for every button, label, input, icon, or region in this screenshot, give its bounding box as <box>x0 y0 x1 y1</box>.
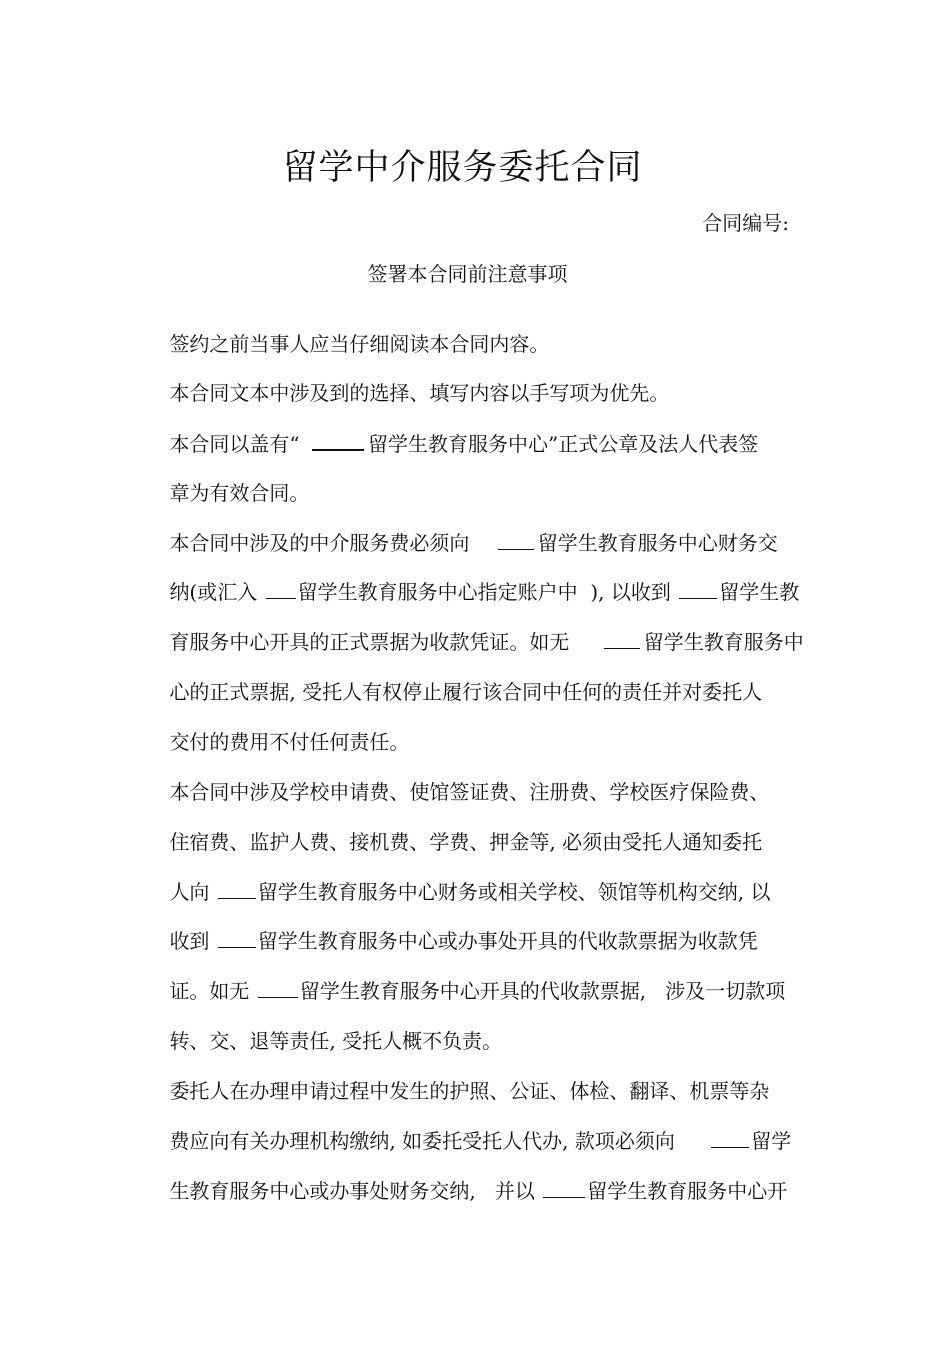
line-text: 留学生教育服务中心开具的代收款票据, 涉及一切款项 <box>299 979 786 1003</box>
body-line <box>144 706 410 754</box>
line-text: 留学 <box>751 1129 792 1153</box>
body-line <box>144 656 763 704</box>
body-line <box>144 606 804 654</box>
line-text: 转、交、退等责任, 受托人概不负责。 <box>169 1029 503 1053</box>
line-text: 证。如无 <box>169 979 256 1003</box>
body-line <box>144 357 670 405</box>
contract-number-label: 合同编号: <box>702 211 789 235</box>
fill-in-blank <box>266 580 296 599</box>
line-text: 心的正式票据, 受托人有权停止履行该合同中任何的责任并对委托人 <box>169 680 763 704</box>
body-line <box>144 856 771 904</box>
line-text: 留学生教育服务中心”正式公章及法人代表签 <box>368 432 759 456</box>
fill-in-blank <box>604 630 640 649</box>
line-text: 住宿费、监护人费、接机费、学费、押金等, 必须由受托人通知委托 <box>169 830 763 854</box>
line-text: 章为有效合同。 <box>169 481 310 505</box>
fill-in-blank <box>498 531 534 550</box>
line-text: 留学生教 <box>719 580 800 604</box>
document-title: 留学中介服务委托合同 <box>282 148 643 188</box>
line-text: 留学生教育服务中心财务交 <box>537 531 778 555</box>
body-line <box>144 1155 788 1203</box>
body-line <box>144 407 759 456</box>
line-text: 本合同中涉及的中介服务费必须向 <box>169 531 476 555</box>
body-line <box>144 955 786 1003</box>
fill-in-blank <box>711 1129 749 1148</box>
fill-in-blank <box>218 929 256 948</box>
line-text: 留学生教育服务中心或办事处开具的代收款票据为收款凭 <box>257 929 758 953</box>
body-line <box>144 756 770 804</box>
body-line <box>144 806 763 854</box>
body-line <box>144 1105 792 1153</box>
line-text: 本合同文本中涉及到的选择、填写内容以手写项为优先。 <box>169 381 670 405</box>
line-text: 本合同中涉及学校申请费、使馆签证费、注册费、学校医疗保险费、 <box>169 780 770 804</box>
body-line <box>144 1055 770 1103</box>
line-text: 交付的费用不付任何责任。 <box>169 730 410 754</box>
body-line <box>144 507 778 555</box>
line-text: 留学生教育服务中心指定账户中 ), 以收到 <box>297 580 678 604</box>
body-line <box>144 556 800 604</box>
fill-in-blank <box>218 880 256 899</box>
line-text: 费应向有关办理机构缴纳, 如委托受托人代办, 款项必须向 <box>169 1129 682 1153</box>
fill-in-blank <box>543 1179 585 1198</box>
line-text: 收到 <box>169 929 216 953</box>
fill-in-blank <box>679 580 717 599</box>
line-text: 纳(或汇入 <box>169 580 264 604</box>
notice-title: 签署本合同前注意事项 <box>367 262 568 286</box>
line-text: 生教育服务中心或办事处财务交纳, 并以 <box>169 1179 542 1203</box>
line-text: 委托人在办理申请过程中发生的护照、公证、体检、翻译、机票等杂 <box>169 1079 770 1103</box>
line-text: 本合同以盖有“ <box>169 432 307 456</box>
line-text: 留学生教育服务中 <box>643 630 804 654</box>
body-line <box>144 1005 503 1053</box>
body-line <box>144 905 758 953</box>
line-text: 留学生教育服务中心财务或相关学校、领馆等机构交纳, 以 <box>257 880 771 904</box>
line-text: 留学生教育服务中心开 <box>587 1179 788 1203</box>
line-text: 签约之前当事人应当仔细阅读本合同内容。 <box>169 332 550 356</box>
line-text: 育服务中心开具的正式票据为收款凭证。如无 <box>169 630 576 654</box>
line-text: 人向 <box>169 880 216 904</box>
body-line <box>144 308 550 356</box>
fill-in-blank <box>312 431 364 451</box>
fill-in-blank <box>258 979 298 998</box>
body-line <box>144 457 310 505</box>
